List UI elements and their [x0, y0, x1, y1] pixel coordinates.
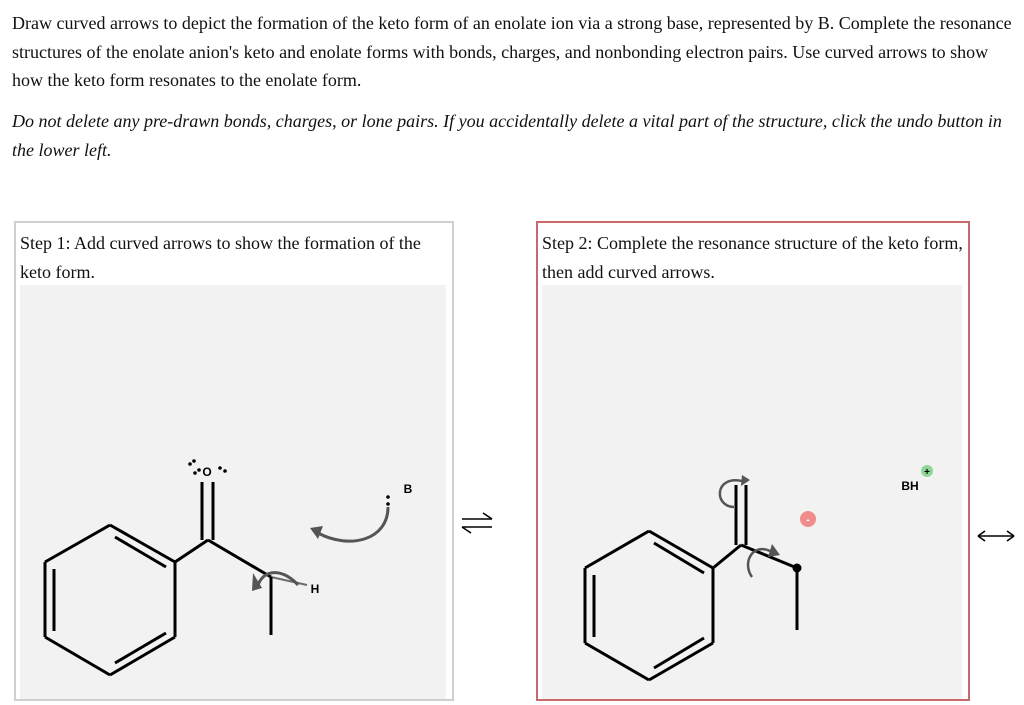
step1-title: Step 1: Add curved arrows to show the formation of the keto form. — [20, 233, 421, 282]
resonance-arrow-icon — [974, 525, 1018, 547]
step2-drawing-canvas[interactable] — [542, 285, 962, 699]
step2-arrowhead-oxygen — [741, 475, 750, 486]
step2-positive-charge: + — [924, 467, 930, 478]
step1-molecule — [20, 285, 446, 705]
step1-base-lone-pair — [386, 495, 390, 499]
step2-carbanion-center — [793, 564, 802, 573]
step2-benzene-ring — [585, 531, 713, 680]
step2-chain — [713, 485, 797, 630]
step1-chain — [175, 482, 271, 635]
step1-drawing-canvas[interactable] — [20, 285, 446, 699]
step2-panel — [536, 221, 970, 701]
step1-atom-B[interactable]: B — [403, 482, 413, 496]
step1-atom-O[interactable]: O — [202, 465, 212, 479]
step1-panel — [14, 221, 454, 701]
step1-curved-arrow-base[interactable] — [318, 507, 388, 541]
equilibrium-arrow-icon — [458, 508, 498, 538]
step1-atom-H[interactable]: H — [310, 582, 320, 596]
step2-atom-BH[interactable]: BH — [901, 479, 919, 493]
step2-negative-charge: - — [806, 514, 810, 526]
step2-curved-arrow-oxygen[interactable] — [720, 480, 742, 507]
step2-molecule — [542, 285, 964, 705]
step1-benzene-ring — [45, 525, 175, 675]
instructions-text: Draw curved arrows to depict the formation of the keto form of an enolate ion via a strong base, represented by B. Complete the resonance structures of the enolate anion's keto and enolate forms with bonds, charges, and nonbonding electron pairs. Use curved arrows to show how the keto form resonates to the enolate form. — [12, 13, 1012, 90]
step1-arrowhead-base — [310, 526, 323, 539]
instructions-note: Do not delete any pre-drawn bonds, charges, or lone pairs. If you accidentally delete a vital part of the structure, click the undo button in the lower left. — [12, 111, 1002, 160]
step2-title: Step 2: Complete the resonance structure of the keto form, then add curved arrows. — [542, 233, 963, 282]
